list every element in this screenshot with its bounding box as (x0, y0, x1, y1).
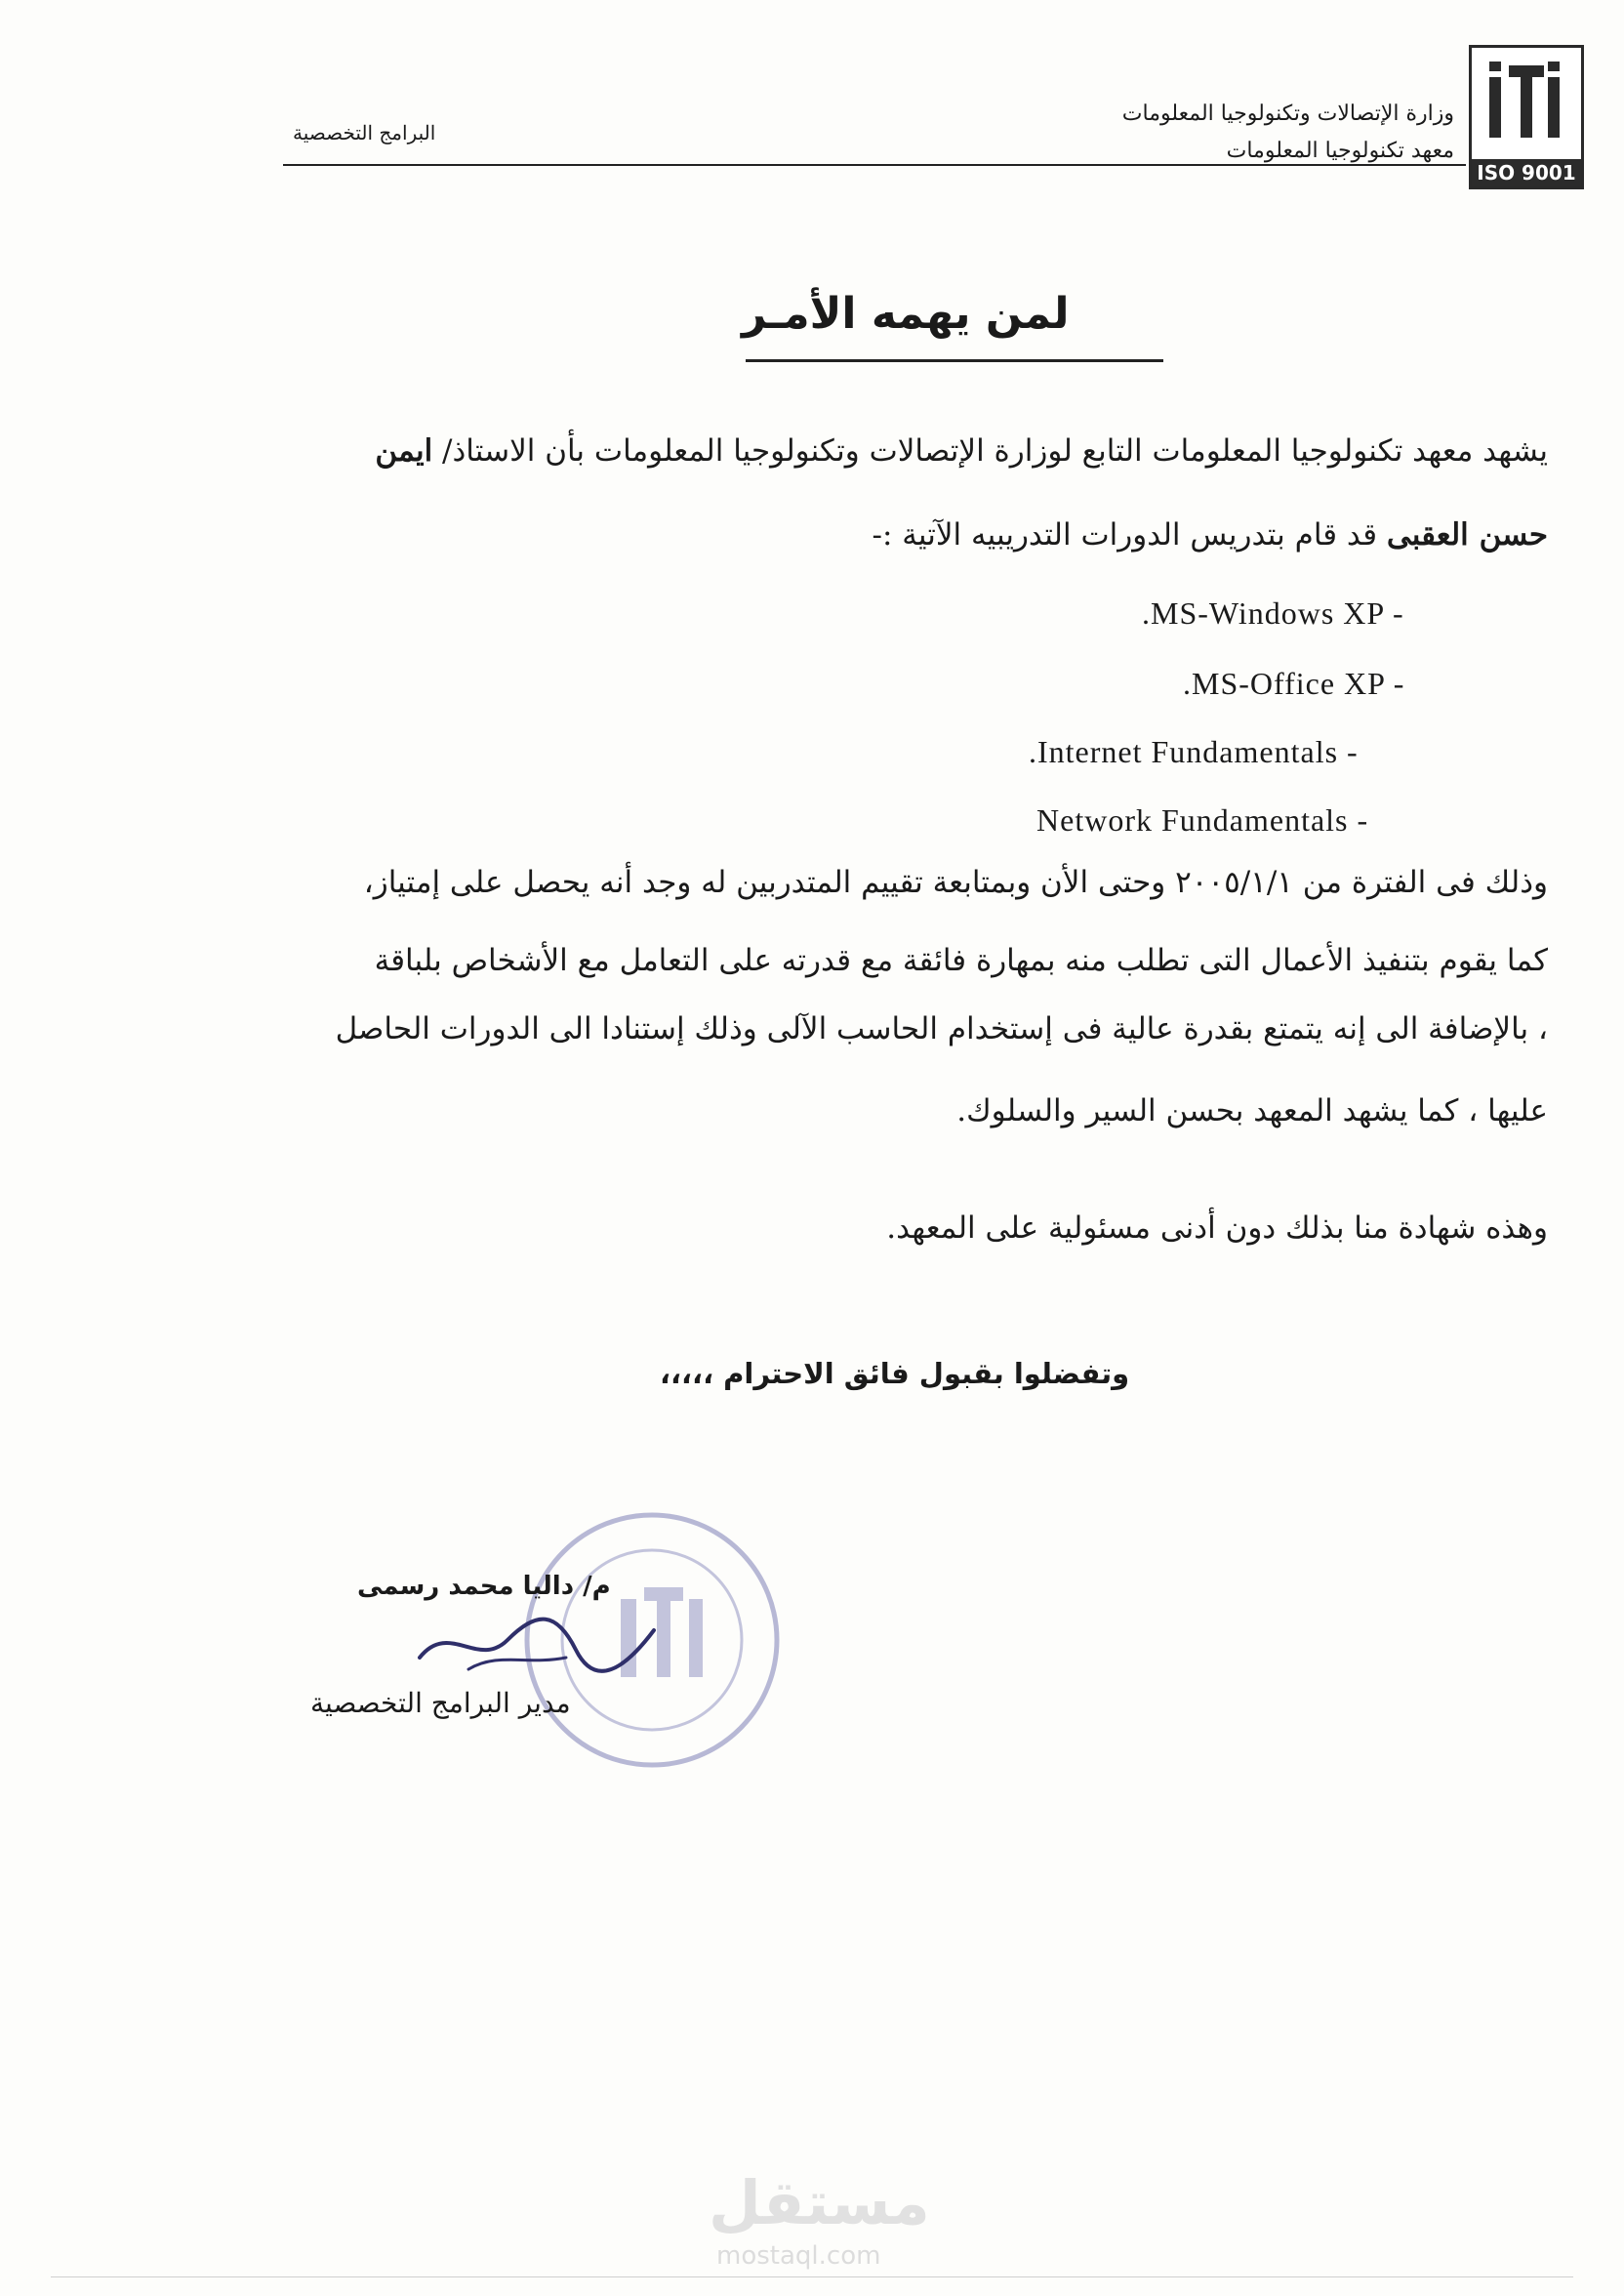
closing-remark: وتفضلوا بقبول فائق الاحترام ،،،،، (660, 1357, 1130, 1390)
watermark-arabic: مستقل (709, 2167, 930, 2238)
paragraph-line: وهذه شهادة منا بذلك دون أدنى مسئولية على المعهد. (886, 1210, 1548, 1246)
bottom-divider (51, 2276, 1573, 2277)
recipient-first-name: ايمن (375, 433, 433, 469)
paragraph-line: وذلك فى الفترة من ٢٠٠٥/١/١ وحتى الأن وبمتابعة تقييم المتدربين له وجد أنه يحصل على إمتياز، (363, 865, 1548, 900)
institute-name: معهد تكنولوجيا المعلومات (1226, 139, 1454, 163)
paragraph-line: ، بالإضافة الى إنه يتمتع بقدرة عالية فى إستخدام الحاسب الآلى وذلك إستنادا الى الدورات الحاصل (335, 1011, 1548, 1046)
department-name: البرامج التخصصية (293, 121, 436, 144)
course-item: .Internet Fundamentals - (1029, 734, 1359, 769)
recipient-last-name: حسن العقبى (1386, 517, 1548, 553)
watermark-latin: mostaql.com (716, 2241, 881, 2271)
course-item: .MS-Windows XP - (1142, 595, 1404, 631)
signatory-title: مدير البرامج التخصصية (310, 1687, 571, 1719)
document-title: لمن يهمه الأمـر (742, 289, 1070, 339)
handwritten-signature (410, 1601, 664, 1679)
course-item: .MS-Office XP - (1183, 666, 1405, 701)
paragraph-line: عليها ، كما يشهد المعهد بحسن السير والسلوك. (956, 1093, 1548, 1128)
signatory-name: م/ داليا محمد رسمى (357, 1572, 611, 1601)
iti-logo-icon (1482, 56, 1569, 153)
body-line-1 (375, 433, 1548, 469)
course-item: Network Fundamentals - (1036, 802, 1369, 838)
paragraph-line: كما يقوم بتنفيذ الأعمال التى تطلب منه بمهارة فائقة مع قدرته على التعامل مع الأشخاص بلباقة (374, 943, 1548, 978)
body-line-2-text: قد قام بتدريس الدورات التدريبيه الآتية :- (872, 517, 1378, 553)
title-underline (746, 359, 1163, 362)
ministry-name: وزارة الإتصالات وتكنولوجيا المعلومات (1121, 102, 1454, 126)
iti-logo (1469, 45, 1584, 189)
body-line-1-text: يشهد معهد تكنولوجيا المعلومات التابع لوزارة الإتصالات وتكنولوجيا المعلومات بأن الاستاذ/ (442, 433, 1548, 469)
header-divider (283, 164, 1466, 166)
body-line-2 (872, 517, 1548, 553)
iso-label: ISO 9001 (1472, 159, 1581, 186)
